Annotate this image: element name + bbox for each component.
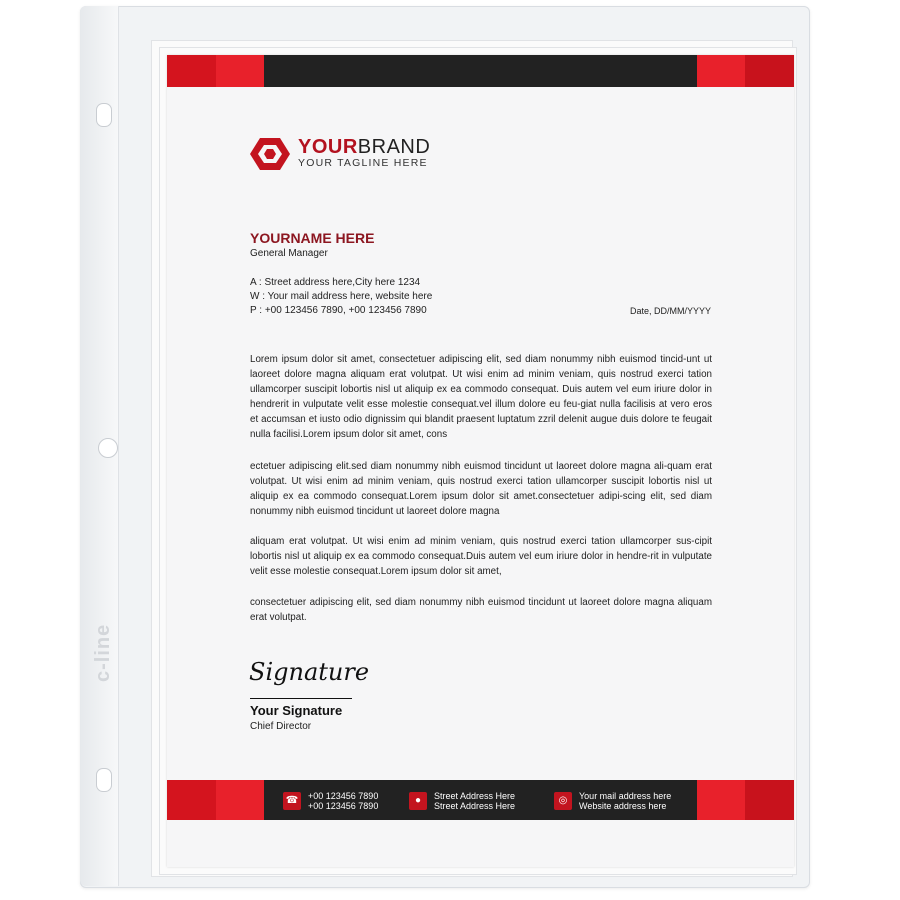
- footer-street-2: Street Address Here: [434, 801, 516, 811]
- sender-role: General Manager: [250, 248, 328, 259]
- body-paragraph-4: consectetuer adipiscing elit, sed diam nonummy nibh euismod tincidunt ut laoreet dolore magna aliquam erat volutpat.: [250, 597, 712, 623]
- footer-red-block-right-outer: [745, 780, 794, 820]
- footer-mail: Your mail address here: [579, 791, 672, 801]
- footer-web-contact: [554, 790, 694, 812]
- footer-red-block-left-inner: [216, 780, 264, 820]
- phone-icon: ☎: [283, 792, 301, 810]
- sender-name: YOURNAME HERE: [250, 230, 375, 246]
- protector-brand-mark: c-line: [92, 623, 114, 682]
- brand-name-rest: BRAND: [357, 136, 431, 158]
- body-paragraph-2: ectetuer adipiscing elit.sed diam nonummy nibh euismod tincidunt ut laoreet dolore magna ali-quam erat volutpat. Ut wisi enim ad minim veniam, quis nostrud exerci tation ullamcorper suscipit lobortis nisl ut aliquip ex ea commodo consequat.Lorem ipsum dolor sit amet.consectetuer adipi-scing elit, sed diam nonummy nibh euismod tincidunt ut laoreet dolore magna: [250, 461, 712, 517]
- letter-date: Date, DD/MM/YYYY: [629, 306, 711, 316]
- footer-street-1: Street Address Here: [434, 791, 516, 801]
- signature-line: [250, 698, 352, 699]
- footer-red-block-right-inner: [697, 780, 745, 820]
- footer-address-contact: [409, 790, 539, 812]
- header-bar: [167, 55, 794, 87]
- handwritten-signature: Signature: [249, 658, 370, 686]
- footer-phone-contact: [283, 790, 403, 812]
- sender-web: W : Your mail address here, website here: [250, 291, 433, 302]
- signature-title: Chief Director: [250, 721, 312, 732]
- footer-website: Website address here: [579, 801, 667, 811]
- brand-hexagon-logo-icon: [249, 136, 291, 172]
- body-paragraph-1: Lorem ipsum dolor sit amet, consectetuer adipiscing elit, sed diam nonummy nibh euismod tincid-unt ut laoreet dolore magna aliquam erat volutpat. Ut wisi enim ad minim veniam, quis nostrud exerci tation ullamcorper suscipit lobortis nisl ut aliquip ex ea commodo consequat. Duis autem vel eum iriure dolor in hendrerit in vulputate velit esse molestie consequat.vel illum dolore eu feu-giat nulla facilisis at vero eros et accumsan et iusto odio dignissim qui blandit praesent luptatum zzril delenit augue duis dolore te feugait nulla facilisi.Lorem ipsum dolor sit amet, cons: [250, 354, 712, 440]
- punch-hole-top: [96, 103, 112, 127]
- brand-tagline: YOUR TAGLINE HERE: [298, 157, 428, 169]
- brand-name-bold: YOUR: [298, 136, 358, 158]
- location-pin-icon: ●: [409, 792, 427, 810]
- globe-icon: ◎: [554, 792, 572, 810]
- punch-hole-middle: [98, 438, 118, 458]
- footer-phone-2: +00 123456 7890: [308, 801, 379, 811]
- letterhead-page: [167, 55, 794, 867]
- brand-name: [298, 136, 430, 159]
- footer-red-block-left-outer: [167, 780, 216, 820]
- footer-phone-1: +00 123456 7890: [308, 791, 379, 801]
- body-paragraph-3: aliquam erat volutpat. Ut wisi enim ad minim veniam, quis nostrud exerci tation ullamcorper sus-cipit lobortis nisl ut aliquip ex ea commodo consequat.Duis autem vel eum iriure dolor in hendre-rit in vulputate velit esse molestie consequat.Lorem ipsum dolor sit amet,: [250, 536, 712, 577]
- header-red-block-right-outer: [745, 55, 794, 87]
- sender-address: A : Street address here,City here 1234: [250, 277, 421, 288]
- header-red-block-right-inner: [697, 55, 745, 87]
- sender-phone: P : +00 123456 7890, +00 123456 7890: [250, 305, 427, 316]
- signature-name: Your Signature: [250, 703, 343, 718]
- header-red-block-left-inner: [216, 55, 264, 87]
- punch-hole-bottom: [96, 768, 112, 792]
- header-red-block-left-outer: [167, 55, 216, 87]
